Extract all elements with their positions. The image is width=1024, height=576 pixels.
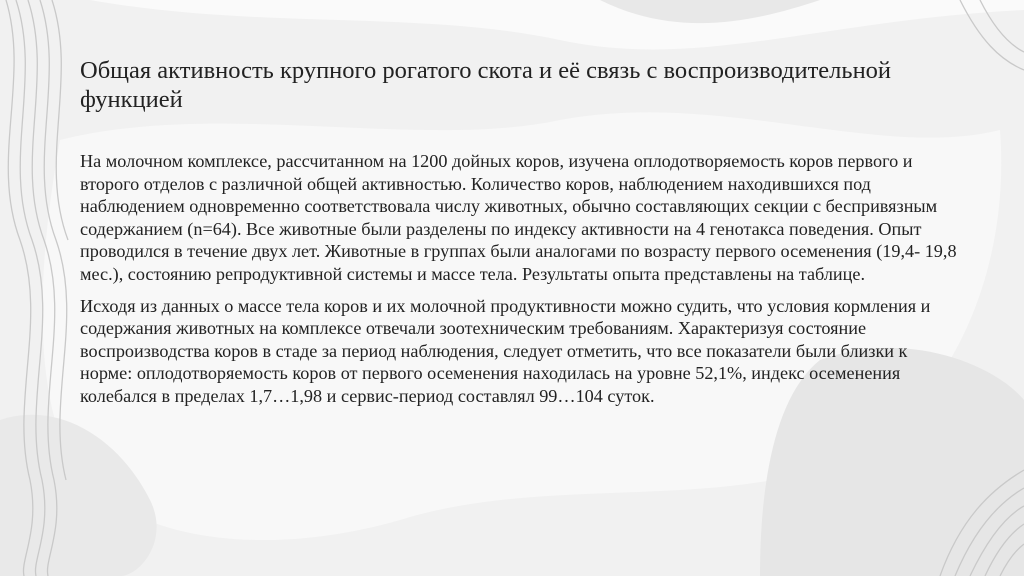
- paragraph-1: На молочном комплексе, рассчитанном на 1200 дойных коров, изучена оплодотворяемость коров первого и второго отделов с различной общей активностью. Количество коров, наблюдением находившихся под наблюдением одновременно соответствовала числу животных, обычно составляющих секции с беспривязным содержанием (n=64). Все животные были разделены по индексу активности на 4 генотакса поведения. Опыт проводился в течение двух лет. Животные в группах были аналогами по возрасту первого осеменения (19,4- 19,8 мес.), состоянию репродуктивной системы и массе тела. Результаты опыта представлены на таблице.: [80, 151, 957, 284]
- slide-body: [80, 150, 960, 408]
- slide-title: Общая активность крупного рогатого скота и её связь с воспроизводительной функцией: [80, 57, 892, 113]
- slide-content: [80, 56, 960, 417]
- paragraph-2: Исходя из данных о массе тела коров и их молочной продуктивности можно судить, что условия кормления и содержания животных на комплексе отвечали зоотехническим требованиям. Характеризуя состояние воспроизводства коров в стаде за период наблюдения, следует отметить, что все показатели были близки к норме: оплодотворяемость коров от первого осеменения находилась на уровне 52,1%, индекс осеменения колебался в пределах 1,7…1,98 и сервис-период составлял 99…104 суток.: [80, 295, 931, 406]
